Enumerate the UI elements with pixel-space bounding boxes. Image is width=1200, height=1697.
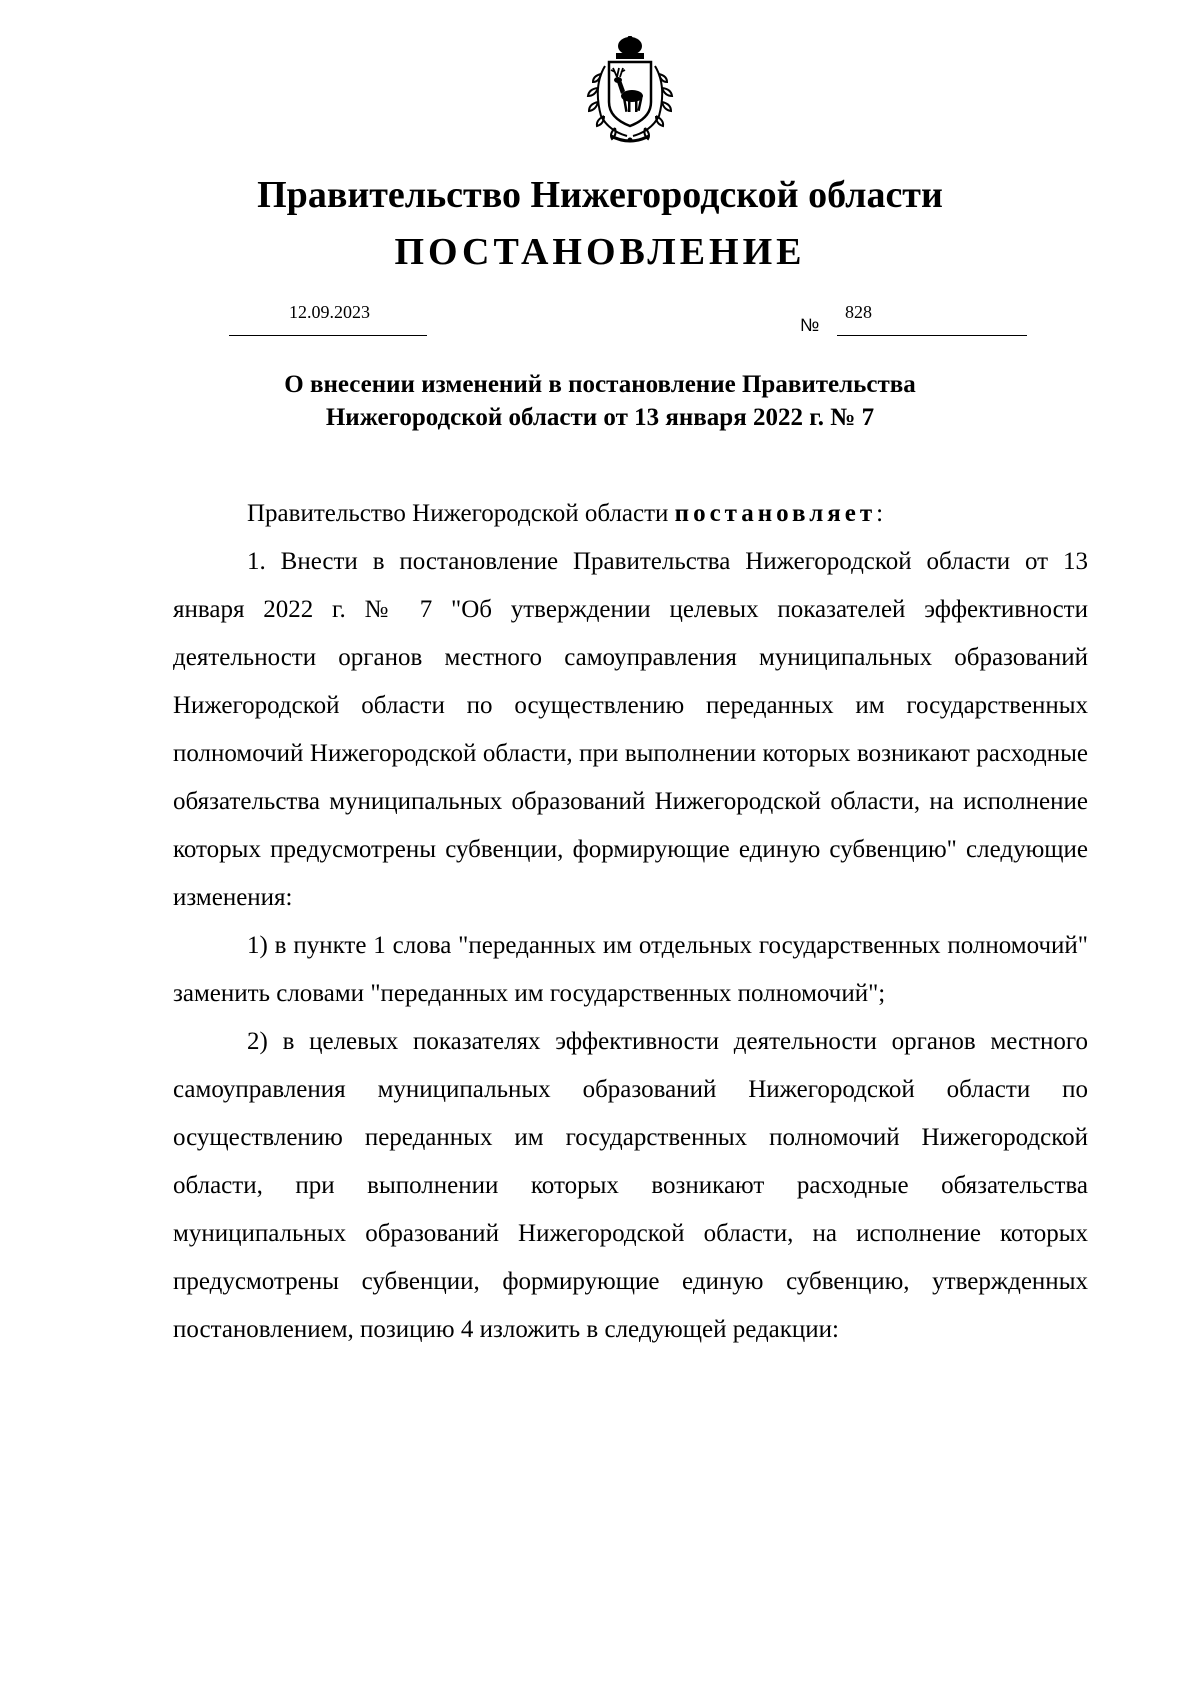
preamble-emphasis: постановляет: [674, 500, 877, 527]
document-type: ПОСТАНОВЛЕНИЕ: [394, 231, 806, 273]
document-body: [173, 490, 1088, 1354]
paragraph-item-1: 1. Внести в постановление Правительства Нижегородской области от 13 января 2022 г. № 7 "Об утверждении целевых показателей эффективности деятельности органов местного самоуправления муниципальных образований Нижегородской области по осуществлению переданных им государственных полномочий Нижегородской области, при выполнении которых возникают расходные обязательства муниципальных образований Нижегородской области, на исполнение которых предусмотрены субвенции, формирующие единую субвенцию" следующие изменения:: [173, 548, 1088, 911]
coat-of-arms-icon: [573, 36, 687, 146]
document-subject: [150, 368, 1050, 434]
preamble-text: Правительство Нижегородской области: [247, 500, 675, 527]
subject-line-1: О внесении изменений в постановление Правительства: [284, 371, 916, 398]
preamble: [173, 490, 1088, 538]
number-field: [837, 299, 1027, 336]
date-field: [229, 299, 427, 336]
paragraph-subitem-1: 1) в пункте 1 слова "переданных им отдельных государственных полномочий" заменить словами "переданных им государственных полномочий";: [173, 932, 1088, 1007]
document-date: 12.09.2023: [289, 302, 370, 322]
organization-title: Правительство Нижегородской области: [257, 174, 943, 216]
subject-line-2: Нижегородской области от 13 января 2022 г. № 7: [325, 404, 875, 431]
preamble-end: :: [876, 500, 884, 527]
document-number: 828: [845, 302, 872, 322]
number-label: №: [800, 315, 820, 335]
paragraph-subitem-2: 2) в целевых показателях эффективности деятельности органов местного самоуправления муниципальных образований Нижегородской области по осуществлению переданных им государственных полномочий Нижегородской области, при выполнении которых возникают расходные обязательства муниципальных образований Нижегородской области, на исполнение которых предусмотрены субвенции, формирующие единую субвенцию, утвержденных постановлением, позицию 4 изложить в следующей редакции:: [173, 1028, 1088, 1343]
